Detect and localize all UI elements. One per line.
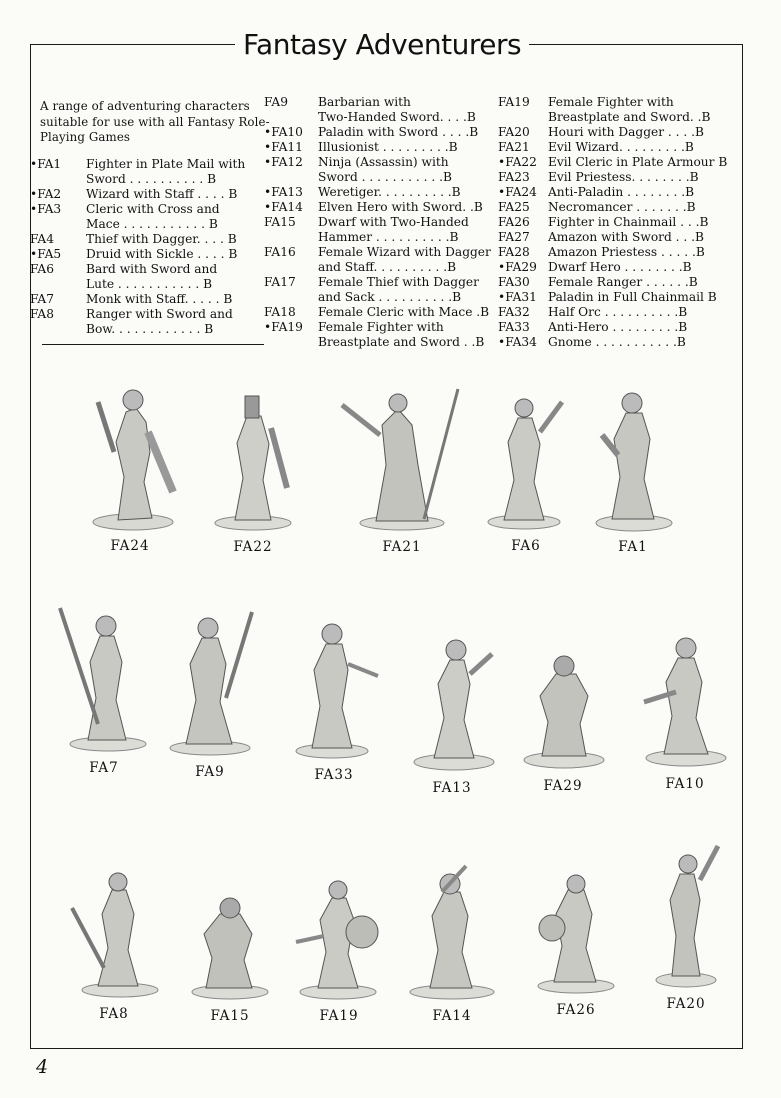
figure-fa19 [294, 876, 384, 1024]
miniature-figure-image [518, 652, 608, 772]
catalog-description: Illusionist . . . . . . . . .B [318, 140, 458, 154]
catalog-entry-line [264, 155, 501, 170]
catalog-description: Monk with Staff. . . . . B [86, 292, 233, 306]
catalog-entry-line [264, 290, 501, 305]
catalog-code: FA25 [498, 200, 530, 214]
catalog-description: Barbarian with [318, 95, 411, 109]
catalog-entry-line [30, 247, 268, 262]
catalog-code: FA27 [498, 230, 530, 244]
catalog-code: FA21 [498, 140, 530, 154]
figure-fa21 [332, 385, 472, 555]
catalog-description: Female Ranger . . . . . .B [548, 275, 698, 289]
catalog-description: Half Orc . . . . . . . . . .B [548, 305, 688, 319]
miniature-figure-image [186, 894, 274, 1002]
catalog-description: Paladin with Sword . . . .B [318, 125, 479, 139]
catalog-description: Evil Wizard. . . . . . . . .B [548, 140, 694, 154]
figure-label: FA6 [511, 538, 541, 554]
catalog-code [30, 217, 86, 232]
catalog-code [498, 110, 548, 125]
catalog-entry-line [264, 125, 501, 140]
divider-rule [42, 344, 264, 345]
catalog-entry-line [498, 275, 728, 290]
catalog-description: Anti-Paladin . . . . . . . .B [548, 185, 695, 199]
catalog-code: FA17 [264, 275, 296, 289]
catalog-description: Female Wizard with Dagger [318, 245, 491, 259]
catalog-entry-line [264, 170, 501, 185]
catalog-code: FA23 [498, 170, 530, 184]
miniature-figure-image [64, 868, 164, 1000]
catalog-entry-line [30, 292, 268, 307]
catalog-description: Lute . . . . . . . . . . . B [86, 277, 213, 291]
catalog-description: Sword . . . . . . . . . . B [86, 172, 217, 186]
catalog-code [30, 322, 86, 337]
catalog-entry-line [498, 245, 728, 260]
catalog-code: •FA2 [30, 187, 62, 201]
catalog-description: Cleric with Cross and [86, 202, 220, 216]
catalog-code: •FA3 [30, 202, 62, 216]
catalog-code: FA8 [30, 307, 54, 321]
miniature-figure-image [205, 388, 301, 533]
catalog-description: Thief with Dagger. . . . B [86, 232, 237, 246]
figure-label: FA1 [618, 539, 648, 555]
catalog-code: FA6 [30, 262, 54, 276]
figure-fa7 [54, 604, 154, 776]
catalog-description: Breastplate and Sword. .B [548, 110, 711, 124]
figure-fa10 [640, 632, 730, 792]
catalog-description: Houri with Dagger . . . .B [548, 125, 704, 139]
catalog-entry-line [30, 307, 268, 322]
catalog-column-1 [30, 157, 268, 337]
catalog-entry-line [264, 230, 501, 245]
figure-fa15 [186, 894, 274, 1024]
catalog-code: FA7 [30, 292, 54, 306]
catalog-entry-line [264, 95, 501, 110]
catalog-entry-line [498, 125, 728, 140]
catalog-code: •FA24 [498, 185, 537, 199]
catalog-code: •FA10 [264, 125, 303, 139]
catalog-description: Breastplate and Sword . .B [318, 335, 485, 349]
catalog-code: •FA14 [264, 200, 303, 214]
catalog-description: Dwarf Hero . . . . . . . .B [548, 260, 692, 274]
catalog-description: Weretiger. . . . . . . . . .B [318, 185, 461, 199]
figure-fa13 [404, 634, 500, 796]
catalog-description: Elven Hero with Sword. .B [318, 200, 483, 214]
figure-fa20 [648, 840, 724, 1012]
figure-label: FA15 [210, 1008, 250, 1024]
catalog-description: Female Thief with Dagger [318, 275, 479, 289]
catalog-code [264, 290, 318, 305]
figure-label: FA21 [382, 539, 422, 555]
figure-fa29 [518, 652, 608, 794]
catalog-entry-line [264, 245, 501, 260]
catalog-entry-line [498, 335, 728, 350]
catalog-entry-line [498, 95, 728, 110]
catalog-code: FA16 [264, 245, 296, 259]
catalog-code [264, 110, 318, 125]
catalog-entry-line [264, 305, 501, 320]
miniature-figure-image [640, 632, 730, 770]
catalog-entry-line [30, 157, 268, 172]
miniature-figure-image [530, 870, 622, 996]
catalog-description: Female Fighter with [318, 320, 444, 334]
catalog-description: Gnome . . . . . . . . . . .B [548, 335, 686, 349]
catalog-entry-line [264, 185, 501, 200]
catalog-description: Female Fighter with [548, 95, 674, 109]
catalog-entry-line [264, 215, 501, 230]
catalog-entry-line [498, 320, 728, 335]
catalog-code: •FA11 [264, 140, 303, 154]
catalog-code: •FA12 [264, 155, 303, 169]
catalog-entry-line [498, 215, 728, 230]
catalog-description: Female Cleric with Mace .B [318, 305, 490, 319]
catalog-entry-line [264, 275, 501, 290]
catalog-code: FA4 [30, 232, 54, 246]
catalog-entry-line [30, 262, 268, 277]
catalog-code: •FA31 [498, 290, 537, 304]
catalog-entry-line [498, 230, 728, 245]
miniature-figure-image [160, 608, 260, 758]
figure-fa26 [530, 870, 622, 1018]
catalog-description: Two-Handed Sword. . . .B [318, 110, 476, 124]
catalog-entry-line [30, 202, 268, 217]
catalog-code [30, 277, 86, 292]
catalog-code: •FA5 [30, 247, 62, 261]
figure-label: FA20 [666, 996, 706, 1012]
catalog-entry-line [498, 305, 728, 320]
figure-label: FA10 [665, 776, 705, 792]
figure-label: FA24 [110, 538, 150, 554]
figure-fa8 [64, 868, 164, 1022]
figure-label: FA19 [319, 1008, 359, 1024]
catalog-description: Hammer . . . . . . . . . .B [318, 230, 459, 244]
catalog-entry-line [498, 110, 728, 125]
catalog-description: Paladin in Full Chainmail B [548, 290, 717, 304]
figure-label: FA33 [314, 767, 354, 783]
figure-fa9 [160, 608, 260, 780]
catalog-entry-line [264, 335, 501, 350]
catalog-entry-line [30, 277, 268, 292]
catalog-entry-line [264, 260, 501, 275]
catalog-description: Amazon with Sword . . .B [548, 230, 705, 244]
figure-fa6 [482, 392, 570, 554]
catalog-description: Fighter in Chainmail . . .B [548, 215, 709, 229]
catalog-code: FA26 [498, 215, 530, 229]
catalog-entry-line [498, 200, 728, 215]
catalog-entry-line [498, 260, 728, 275]
catalog-entry-line [30, 217, 268, 232]
catalog-entry-line [264, 200, 501, 215]
catalog-entry-line [498, 185, 728, 200]
figure-label: FA26 [556, 1002, 596, 1018]
figure-label: FA29 [543, 778, 583, 794]
catalog-code [264, 230, 318, 245]
catalog-description: and Staff. . . . . . . . . .B [318, 260, 457, 274]
catalog-description: Evil Cleric in Plate Armour B [548, 155, 728, 169]
catalog-code: FA28 [498, 245, 530, 259]
catalog-entry-line [498, 170, 728, 185]
catalog-description: Bow. . . . . . . . . . . . B [86, 322, 214, 336]
catalog-column-3 [498, 95, 728, 350]
catalog-code: FA15 [264, 215, 296, 229]
catalog-code [264, 170, 318, 185]
figure-label: FA7 [89, 760, 119, 776]
figure-fa22 [205, 388, 301, 555]
catalog-description: Anti-Hero . . . . . . . . .B [548, 320, 688, 334]
figure-fa33 [286, 616, 382, 783]
figure-label: FA14 [432, 1008, 472, 1024]
catalog-code: FA19 [498, 95, 530, 109]
catalog-description: and Sack . . . . . . . . . .B [318, 290, 462, 304]
catalog-code: •FA1 [30, 157, 62, 171]
catalog-description: Necromancer . . . . . . .B [548, 200, 696, 214]
catalog-description: Wizard with Staff . . . . B [86, 187, 238, 201]
catalog-code: •FA29 [498, 260, 537, 274]
catalog-code: •FA22 [498, 155, 537, 169]
figure-label: FA9 [195, 764, 225, 780]
catalog-code: FA9 [264, 95, 288, 109]
catalog-entry-line [30, 232, 268, 247]
catalog-code: FA18 [264, 305, 296, 319]
catalog-code: •FA19 [264, 320, 303, 334]
catalog-description: Dwarf with Two-Handed [318, 215, 469, 229]
catalog-description: Bard with Sword and [86, 262, 218, 276]
miniature-figure-image [332, 385, 472, 533]
catalog-code [264, 260, 318, 275]
figure-fa14 [402, 862, 502, 1024]
miniature-figure-image [78, 382, 182, 532]
catalog-entry-line [498, 140, 728, 155]
catalog-code [264, 335, 318, 350]
figure-fa1 [588, 385, 678, 555]
catalog-entry-line [30, 172, 268, 187]
miniature-figure-image [404, 634, 500, 774]
catalog-code: FA32 [498, 305, 530, 319]
catalog-description: Evil Priestess. . . . . . . .B [548, 170, 699, 184]
figure-fa24 [78, 382, 182, 554]
intro-text: A range of adventuring characters suitable for use with all Fantasy Role-Playing Games [40, 99, 270, 145]
catalog-description: Ninja (Assassin) with [318, 155, 449, 169]
catalog-entry-line [30, 322, 268, 337]
miniature-figure-image [286, 616, 382, 761]
catalog-entry-line [264, 110, 501, 125]
miniature-figure-image [648, 840, 724, 990]
figure-label: FA8 [99, 1006, 129, 1022]
catalog-entry-line [498, 290, 728, 305]
figure-label: FA13 [432, 780, 472, 796]
miniature-figure-image [402, 862, 502, 1002]
catalog-code: FA20 [498, 125, 530, 139]
catalog-description: Ranger with Sword and [86, 307, 233, 321]
catalog-entry-line [264, 140, 501, 155]
catalog-code: •FA13 [264, 185, 303, 199]
catalog-entry-line [498, 155, 728, 170]
page-number: 4 [36, 1056, 49, 1078]
catalog-code [30, 172, 86, 187]
figure-label: FA22 [233, 539, 273, 555]
catalog-entry-line [264, 320, 501, 335]
catalog-description: Mace . . . . . . . . . . . B [86, 217, 218, 231]
catalog-description: Druid with Sickle . . . . B [86, 247, 238, 261]
page-title: Fantasy Adventurers [235, 28, 529, 61]
miniature-figure-image [54, 604, 154, 754]
catalog-code: FA30 [498, 275, 530, 289]
miniature-figure-image [588, 385, 678, 533]
catalog-description: Amazon Priestess . . . . .B [548, 245, 705, 259]
miniature-figure-image [482, 392, 570, 532]
catalog-description: Sword . . . . . . . . . . .B [318, 170, 452, 184]
catalog-code: FA33 [498, 320, 530, 334]
catalog-column-2 [264, 95, 501, 350]
catalog-code: •FA34 [498, 335, 537, 349]
catalog-description: Fighter in Plate Mail with [86, 157, 246, 171]
miniature-figure-image [294, 876, 384, 1002]
catalog-entry-line [30, 187, 268, 202]
